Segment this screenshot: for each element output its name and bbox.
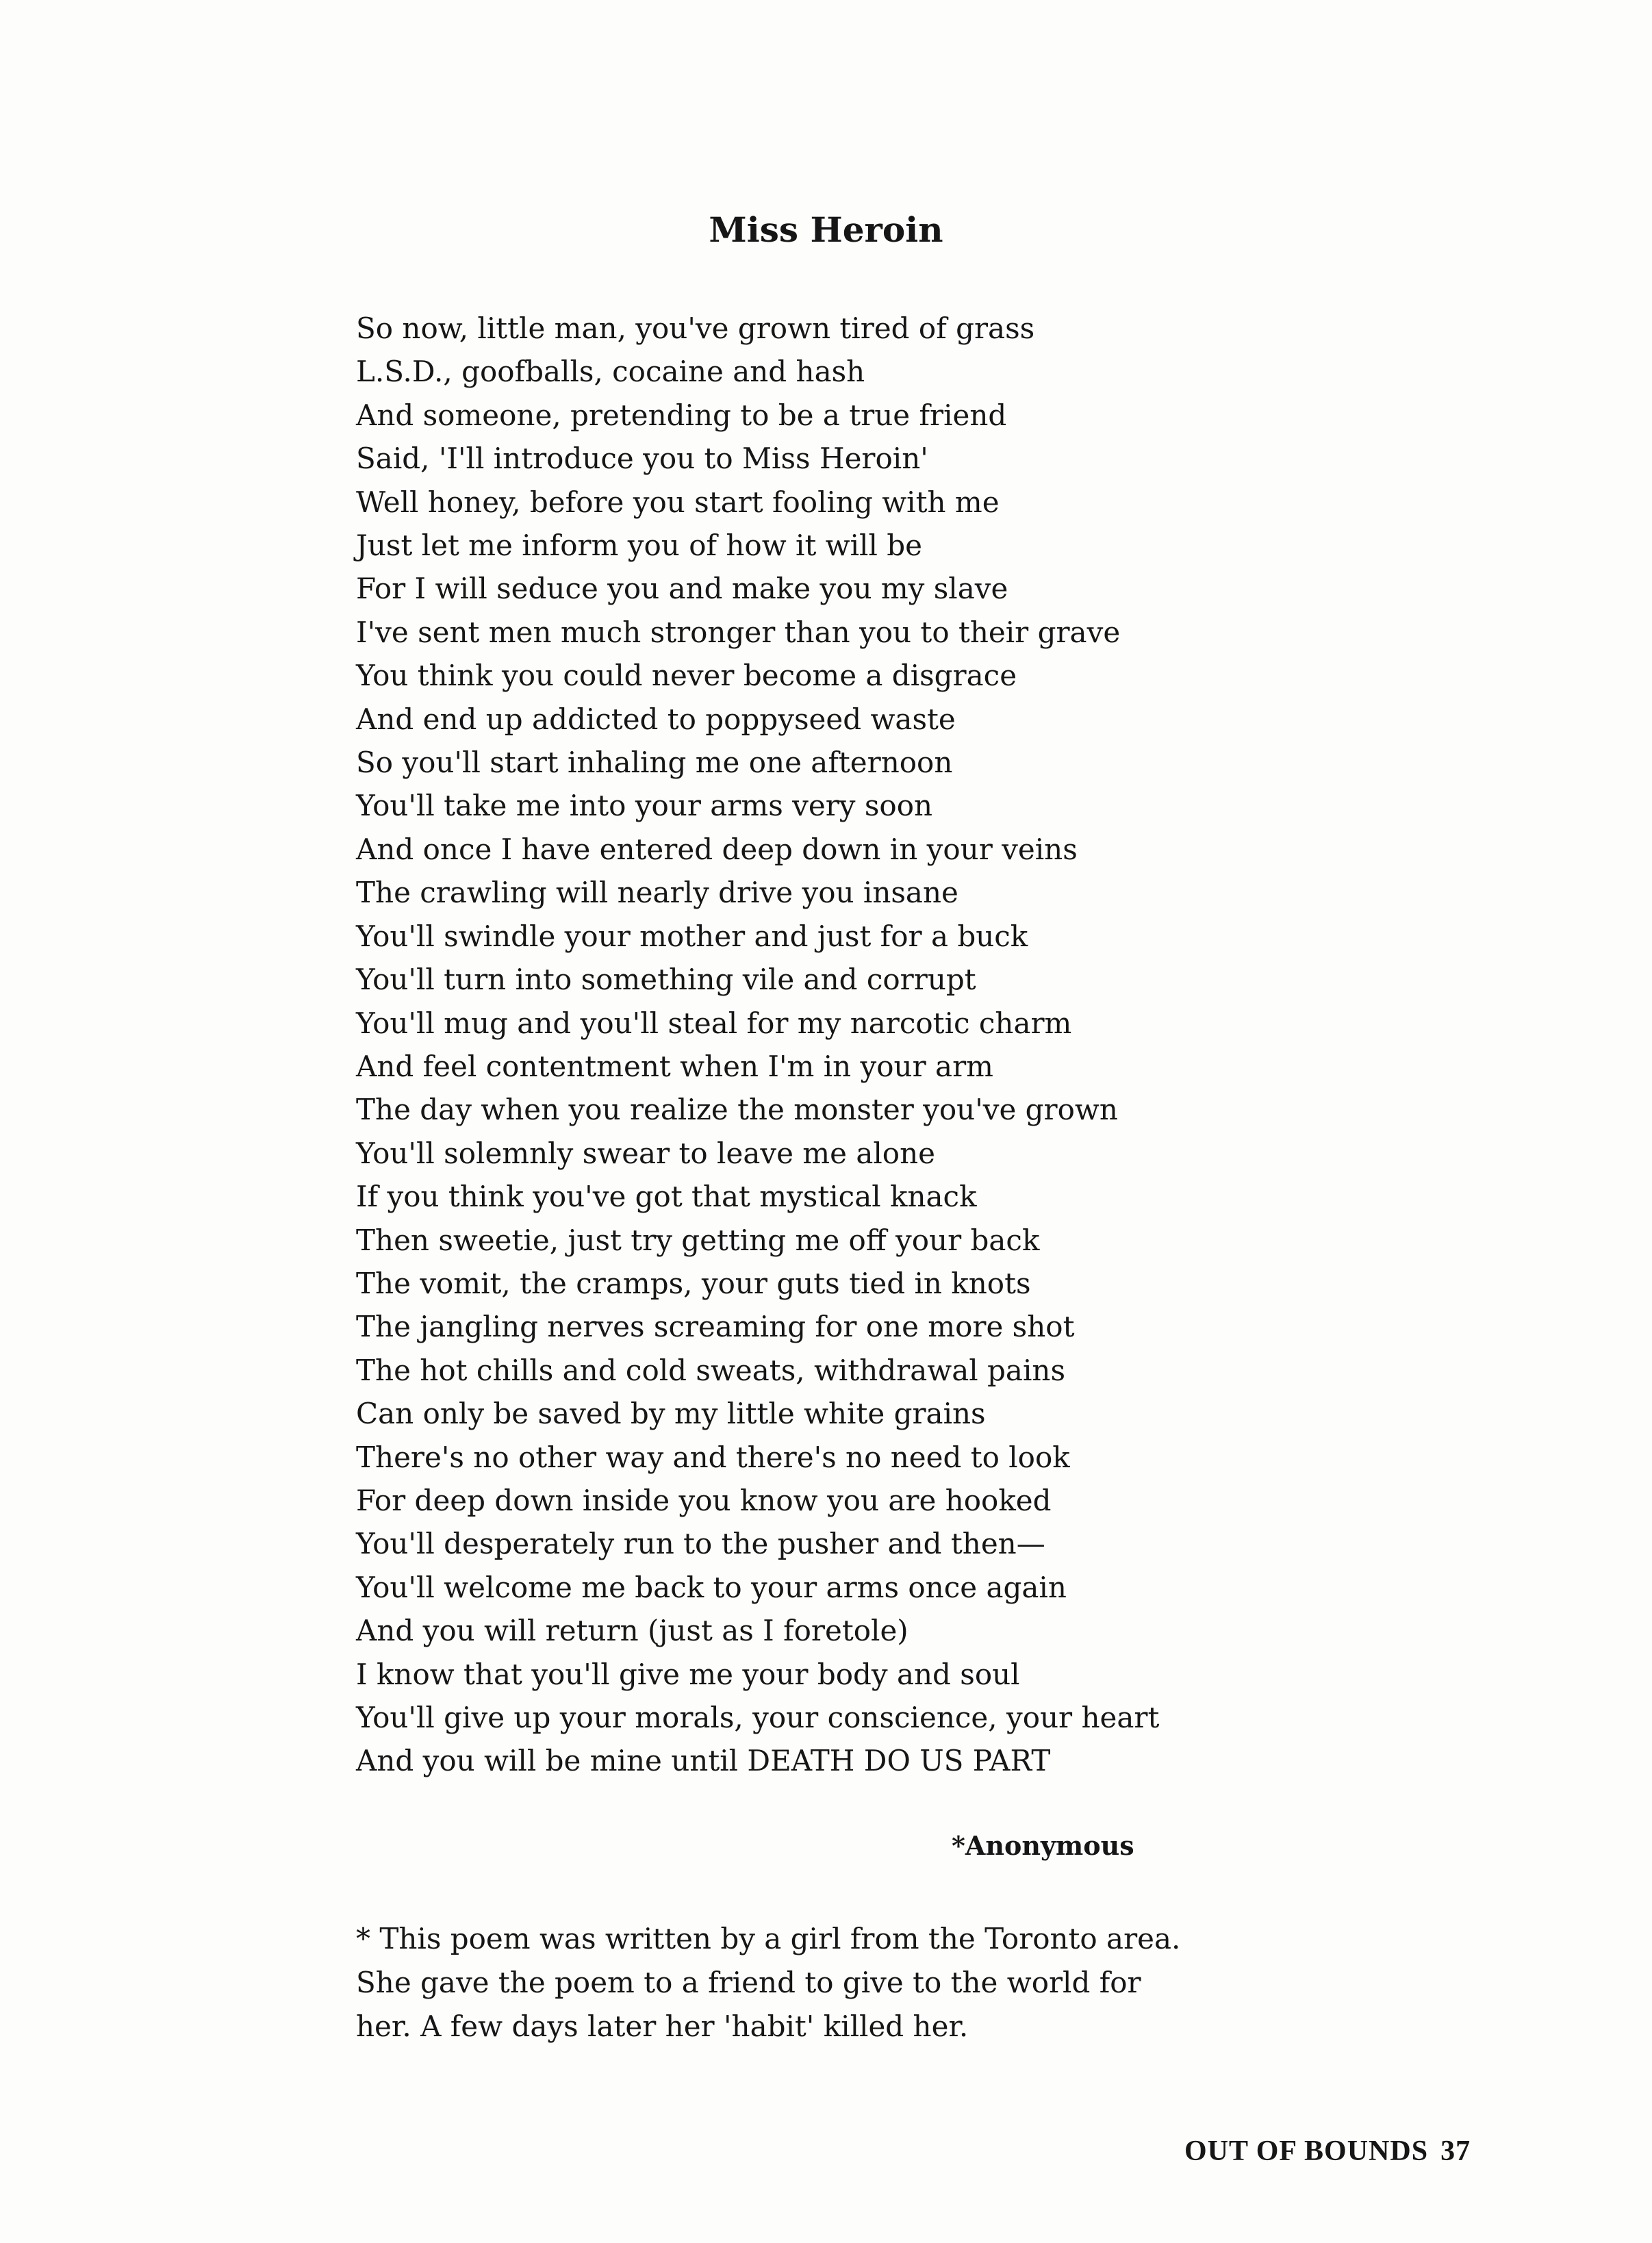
poem-line: Can only be saved by my little white grains [356,1397,986,1431]
poem-line: And end up addicted to poppyseed waste [356,702,956,736]
poem-line: You'll swindle your mother and just for a buck [356,919,1028,953]
poem-attribution: *Anonymous [952,1830,1134,1861]
poem-line: For deep down inside you know you are hooked [356,1483,1052,1517]
poem-line: So you'll start inhaling me one afternoon [356,746,953,780]
poem-title: Miss Heroin [709,210,943,250]
poem-line: The hot chills and cold sweats, withdrawal pains [356,1353,1065,1387]
poem-line: The crawling will nearly drive you insane [356,876,958,910]
note-line: She gave the poem to a friend to give to the world for [356,1966,1141,1999]
poem-line: You'll desperately run to the pusher and then— [356,1527,1045,1561]
poem-line: And once I have entered deep down in your veins [356,832,1078,866]
poem-line: Just let me inform you of how it will be [356,529,923,563]
poem-line: You'll take me into your arms very soon [356,789,933,823]
page-number: 37 [1440,2136,1471,2167]
poem-line: So now, little man, you've grown tired of grass [356,312,1035,345]
poem-line: Then sweetie, just try getting me off your back [356,1223,1040,1257]
poem-line: There's no other way and there's no need to look [356,1440,1070,1474]
poem-line: You think you could never become a disgrace [356,659,1017,693]
publication-name: OUT OF BOUNDS [1184,2136,1429,2167]
poem-line: You'll give up your morals, your conscience, your heart [356,1701,1160,1734]
page-footer [1184,2131,1595,2172]
note-line: * This poem was written by a girl from the Toronto area. [356,1922,1181,1955]
poem-line: The jangling nerves screaming for one more shot [356,1310,1075,1344]
poem-line: And you will return (just as I foretole) [356,1614,908,1648]
poem-line: You'll mug and you'll steal for my narcotic charm [356,1006,1072,1040]
poem-line: I know that you'll give me your body and soul [356,1657,1020,1691]
poem-line: You'll turn into something vile and corrupt [356,963,976,997]
poem-line: The vomit, the cramps, your guts tied in knots [356,1266,1031,1300]
poem-line: And someone, pretending to be a true friend [356,398,1007,432]
poem-body [356,307,1588,1783]
poem-line: I've sent men much stronger than you to their grave [356,615,1121,649]
poem-line: And feel contentment when I'm in your arm [356,1049,993,1083]
note-line: her. A few days later her 'habit' killed her. [356,2010,969,2043]
poem-line: You'll solemnly swear to leave me alone [356,1136,935,1170]
poem-line: L.S.D., goofballs, cocaine and hash [356,355,865,389]
poem-line: You'll welcome me back to your arms once again [356,1570,1067,1604]
poem-line: The day when you realize the monster you've grown [356,1093,1118,1127]
author-note [356,1917,1314,2049]
poem-line: Said, 'I'll introduce you to Miss Heroin' [356,442,928,476]
poem-line: Well honey, before you start fooling with me [356,485,1000,519]
poem-line: And you will be mine until DEATH DO US PART [356,1744,1051,1778]
poem-line: For I will seduce you and make you my slave [356,572,1008,606]
poem-line: If you think you've got that mystical knack [356,1180,977,1214]
